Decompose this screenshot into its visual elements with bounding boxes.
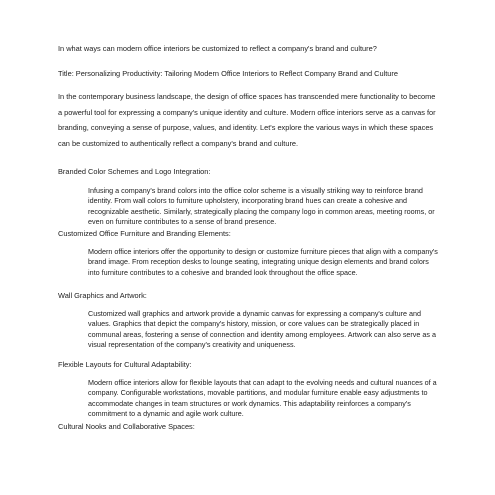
question-text: In what ways can modern office interiors be customized to reflect a company's brand and culture? (58, 44, 377, 53)
intro-paragraph: In the contemporary business landscape, the design of office spaces has transcended mere functionality to become a powerful tool for expressing a company's unique identity and culture. Modern office interiors serve as a canvas for branding, conveying a sense of purpose, values, and identity. Let's explore the various ways in which these spaces can be customized to authentically reflect a company's brand and culture. (58, 92, 436, 148)
section-heading-cultural-nooks: Cultural Nooks and Collaborative Spaces: (58, 422, 195, 431)
section-heading-flexible-layouts: Flexible Layouts for Cultural Adaptability: (58, 360, 192, 369)
section-body-custom-furniture: Modern office interiors offer the opportunity to design or customize furniture pieces that align with a company's brand image. From reception desks to lounge seating, integrating unique design elements and brand colors into furniture contributes to a cohesive and branded look throughout the office space. (88, 247, 438, 277)
section-heading-custom-furniture: Customized Office Furniture and Branding Elements: (58, 229, 231, 238)
section-body-branded-colors: Infusing a company's brand colors into the office color scheme is a visually striking way to reinforce brand identity. From wall colors to furniture upholstery, incorporating brand hues can create a cohesive and recognizable aesthetic. Similarly, strategically placing the company logo in common areas, meeting rooms, or even on furniture contributes to a sense of brand presence. (88, 186, 435, 227)
section-body-flexible-layouts: Modern office interiors allow for flexible layouts that can adapt to the evolving needs and cultural nuances of a company. Configurable workstations, movable partitions, and modular furniture enable easy adjustments to accommodate changes in team structures or work dynamics. This adaptability reinforces a company's commitment to a dynamic and agile work culture. (88, 378, 437, 419)
document-title: Title: Personalizing Productivity: Tailoring Modern Office Interiors to Reflect Company Brand and Culture (58, 69, 398, 78)
section-body-wall-graphics: Customized wall graphics and artwork provide a dynamic canvas for expressing a company's culture and values. Graphics that depict the company's history, mission, or core values can be strategically placed in communal areas, fostering a sense of connection and identity among employees. Artwork can also serve as a visual representation of the company's creativity and uniqueness. (88, 309, 436, 350)
section-heading-wall-graphics: Wall Graphics and Artwork: (58, 291, 147, 300)
section-heading-branded-colors: Branded Color Schemes and Logo Integration: (58, 167, 211, 176)
